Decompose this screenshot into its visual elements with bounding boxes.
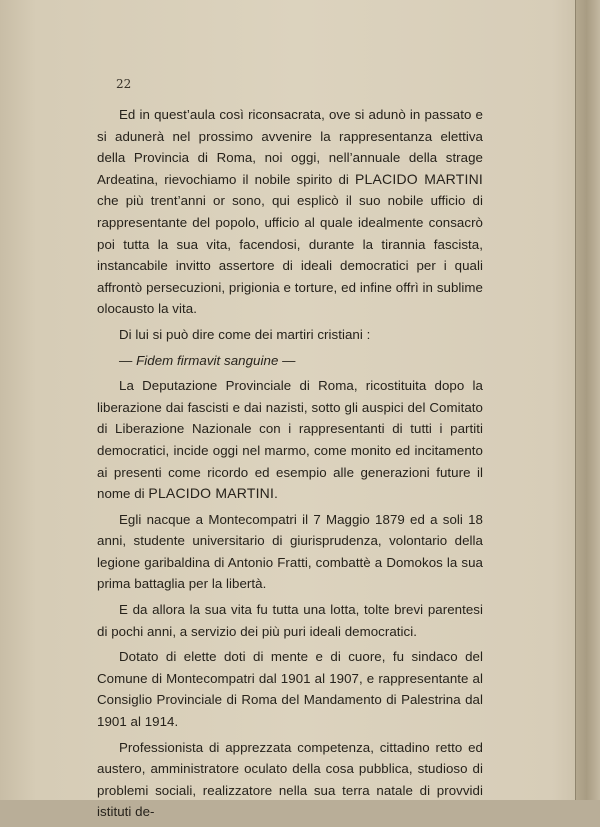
paragraph-3-text-start: La Deputazione Provinciale di Roma, ricostituita dopo la liberazione dai fascisti e dai nazisti, sotto gli auspici del Comitato di Liberazione Nazionale con i rappresentanti di tutti i partiti democratici, incide oggi nel marmo, come monito ed incitamento ai presenti come ricordo ed esempio alle generazioni future il nome di [97,378,483,502]
paragraph-3-text-end: . [274,486,278,502]
paragraph-1 [97,104,483,320]
paragraph-1-text-start: Ed in quest’aula così riconsacrata, ove si adunò in passato e si adunerà nel prossimo avvenire la rappresentanza elettiva della Provincia di Roma, noi oggi, nell’annuale della strage Ardeatina, rievochiamo il nobile spirito di [97,107,483,187]
next-page-edge [575,0,600,800]
body-text [97,104,483,827]
paragraph-5: E da allora la sua vita fu tutta una lotta, tolte brevi parentesi di pochi anni, a servizio dei più puri ideali democratici. [97,602,483,639]
latin-motto: — Fidem firmavit sanguine — [119,352,296,368]
page-number: 22 [116,77,132,91]
paragraph-1-name: PLACIDO MARTINI [354,170,483,187]
paragraph-3 [97,375,483,505]
paragraph-7: Professionista di apprezzata competenza, cittadino retto ed austero, amministratore oculato della cosa pubblica, studioso di problemi sociali, realizzatore nella sua terra natale di provvidi istituti de- [97,739,483,820]
paragraph-4: Egli nacque a Montecompatri il 7 Maggio 1879 ed a soli 18 anni, studente universitario di giurisprudenza, volontario della legione garibaldina di Antonio Fratti, combattè a Domokos la sua prima battaglia per la libertà. [97,511,483,592]
paragraph-6: Dotato di elette doti di mente e di cuore, fu sindaco del Comune di Montecompatri dal 1901 al 1907, e rappresentante al Consiglio Provinciale di Roma del Mandamento di Palestrina dal 1901 al 1914. [97,649,483,730]
paragraph-2: Di lui si può dire come dei martiri cristiani : [119,326,371,342]
paragraph-1-text-end: che più trent’anni or sono, qui esplicò il suo nobile ufficio di rappresentante del popolo, ufficio al quale idealmente consacrò poi tutta la sua vita, facendosi, durante la tirannia fascista, instancabile invitto assertore di ideali democratici per i quali affrontò persecuzioni, prigionia e torture, ed infine offrì in sublime olocausto la vita. [97,193,483,317]
paragraph-3-name: PLACIDO MARTINI [148,485,275,502]
